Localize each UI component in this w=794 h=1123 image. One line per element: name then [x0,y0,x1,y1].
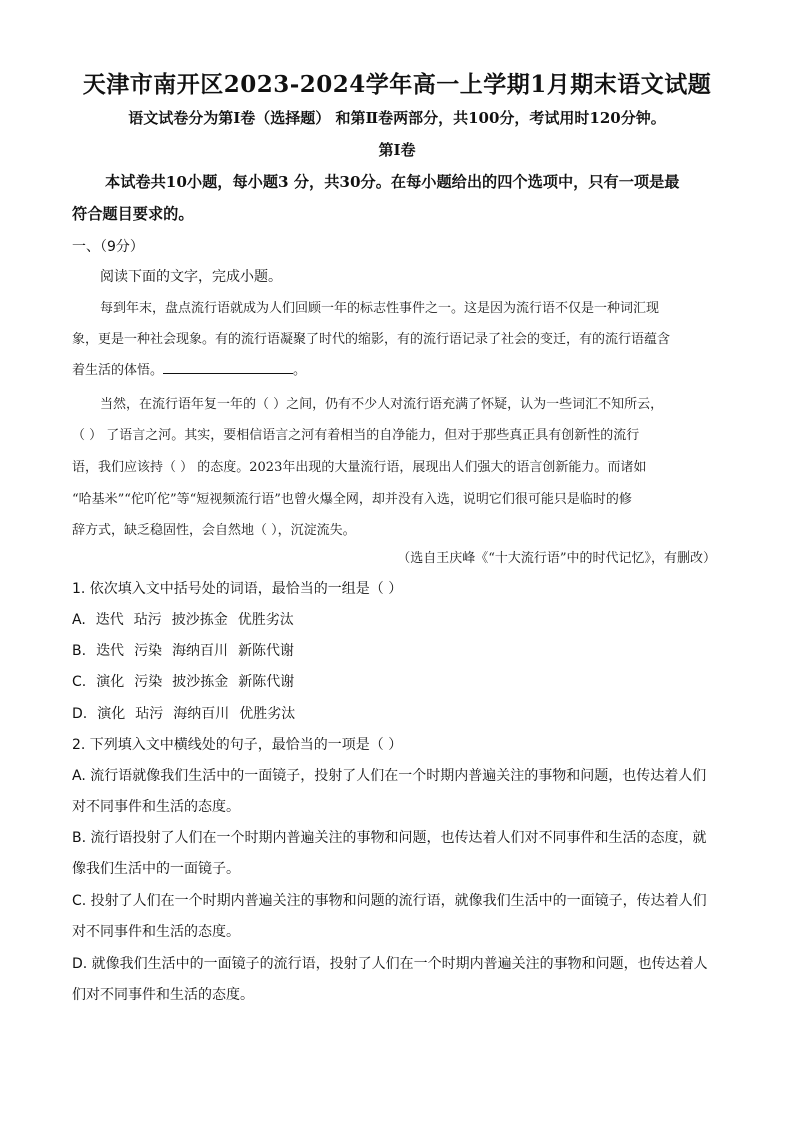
passage-p1-line3 [72,359,306,378]
question-1-option-b [72,640,304,660]
question-2-option-b-line1: B. 流行语投射了人们在一个时期内普遍关注的事物和问题，也传达着人们对不同事件和生活的态度，就 [72,830,707,846]
option-letter: D. [72,706,88,722]
passage-p2-line5: 辞方式，缺乏稳固性，会自然地（ ），沉淀流失。 [72,523,356,538]
question-2-option-b-line2: 像我们生活中的一面镜子。 [72,861,240,877]
option-word: 新陈代谢 [238,674,295,690]
option-word: 披沙拣金 [172,674,229,690]
option-word: 演化 [96,674,125,690]
option-word: 海纳百川 [173,706,230,722]
passage-p1-line3-text: 着生活的体悟。 [72,363,164,378]
instructions-line-2: 符合题目要求的。 [72,205,194,223]
exam-title: 天津市南开区2023-2024学年高一上学期1月期末语文试题 [82,71,712,98]
question-2-option-d-line1: D. 就像我们生活中的一面镜子的流行语，投射了人们在一个时期内普遍关注的事物和问题，也传达着人 [72,956,708,972]
instructions-line-1: 本试卷共10小题，每小题3 分，共30分。在每小题给出的四个选项中，只有一项是最 [105,173,680,191]
section-heading: 第Ⅰ卷 [378,141,416,159]
question-2-option-d-line2: 们对不同事件和生活的态度。 [72,987,254,1003]
option-word: 污染 [134,674,163,690]
option-word: 海纳百川 [172,643,229,659]
option-word: 玷污 [133,612,162,628]
question-2-option-a-line2: 对不同事件和生活的态度。 [72,799,240,815]
option-letter: C. [72,674,87,690]
passage-p2-line3: 语，我们应该持（ ） 的态度。2023年出现的大量流行语，展现出人们强大的语言创新能力。而诸如 [72,460,647,475]
exam-subtitle: 语文试卷分为第Ⅰ卷（选择题） 和第Ⅱ卷两部分，共100分，考试用时120分钟。 [128,109,666,127]
passage-p2-line1: 当然，在流行语年复一年的（ ）之间，仍有不少人对流行语充满了怀疑，认为一些词汇不知所云， [100,397,664,412]
option-word: 新陈代谢 [238,643,295,659]
question-1-option-a [72,609,304,629]
passage-p1-line1: 每到年末，盘点流行语就成为人们回顾一年的标志性事件之一。这是因为流行语不仅是一种词汇现 [100,301,660,316]
option-word: 演化 [97,706,126,722]
passage-p1-line3-end: 。 [293,363,307,378]
question-2-option-c-line1: C. 投射了人们在一个时期内普遍关注的事物和问题的流行语，就像我们生活中的一面镜子，传达着人们 [72,893,707,909]
question-2-option-a-line1: A. 流行语就像我们生活中的一面镜子，投射了人们在一个时期内普遍关注的事物和问题，也传达着人们 [72,768,707,784]
option-word: 披沙拣金 [171,612,228,628]
question-1-stem: 1. 依次填入文中括号处的词语，最恰当的一组是（ ） [72,581,403,597]
passage-p2-line4: “哈基米”“佗吖佗”等“短视频流行语”也曾火爆全网，却并没有入选，说明它们很可能只是临时的修 [72,492,632,507]
answer-blank-line [163,361,293,374]
option-letter: B. [72,643,87,659]
option-letter: A. [72,612,86,628]
option-word: 污染 [134,643,163,659]
option-word: 优胜劣汰 [237,612,294,628]
question-1-option-c [72,671,304,691]
option-word: 迭代 [95,612,124,628]
question-2-option-c-line2: 对不同事件和生活的态度。 [72,924,240,940]
passage-p2-line2: （ ） 了语言之河。其实，要相信语言之河有着相当的自净能力，但对于那些真正具有创新性的流行 [72,428,640,443]
passage-p1-line2: 象，更是一种社会现象。有的流行语凝聚了时代的缩影，有的流行语记录了社会的变迁，有的流行语蕴含 [72,332,671,347]
passage-source: （选自王庆峰《“十大流行语”中的时代记忆》，有删改） [397,551,716,566]
option-word: 迭代 [96,643,125,659]
question-2-stem: 2. 下列填入文中横线处的句子，最恰当的一项是（ ） [72,737,403,753]
question-1-option-d [72,703,305,723]
option-word: 优胜劣汰 [239,706,296,722]
part-heading: 一、（9分） [72,239,144,255]
reading-prompt: 阅读下面的文字，完成小题。 [100,269,282,285]
option-word: 玷污 [135,706,164,722]
